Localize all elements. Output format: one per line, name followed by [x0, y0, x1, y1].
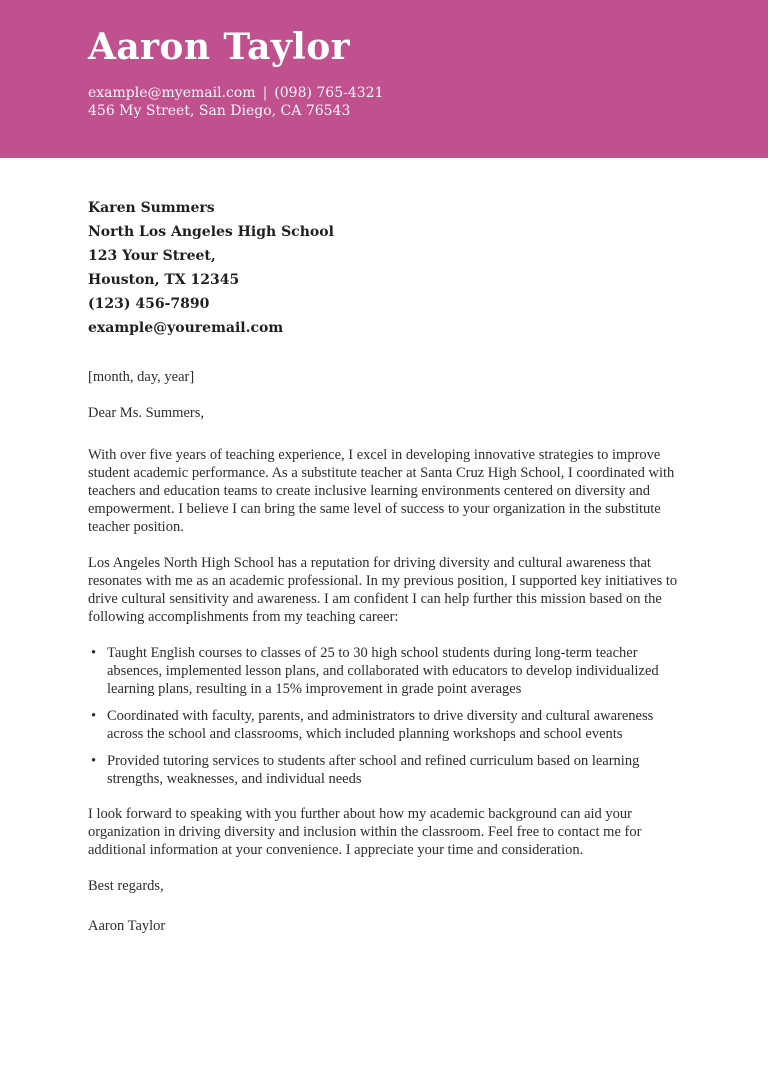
accomplishments-list	[88, 644, 680, 788]
contact-separator: |	[262, 85, 268, 101]
recipient-block	[88, 196, 680, 340]
recipient-city: Houston, TX 12345	[88, 272, 240, 288]
sender-contact	[88, 84, 680, 120]
signoff: Best regards,	[88, 878, 164, 894]
contact-line	[88, 84, 680, 102]
paragraph-mission: Los Angeles North High School has a reputation for driving diversity and cultural awareness that resonates with me as an academic professional. In my previous position, I supported key initiatives to drive cultural sensitivity and awareness. I am confident I can help further this mission based on the following accomplishments from my teaching career:	[88, 555, 678, 625]
date-placeholder: [month, day, year]	[88, 369, 195, 385]
recipient-street: 123 Your Street,	[88, 248, 216, 264]
paragraph-intro: With over five years of teaching experience, I excel in developing innovative strategies to improve student academic performance. As a substitute teacher at Santa Cruz High School, I coordinated with teachers and education teams to create inclusive learning environments centered on diversity and empowerment. I believe I can bring the same level of success to your organization in the substitute teacher position.	[88, 447, 675, 535]
sender-email: example@myemail.com	[88, 85, 256, 101]
accomplishment-item: • Taught English courses to classes of 25 to 30 high school students during long-term teacher absences, implemented lesson plans, and collaborated with educators to develop individualized learning plans, resulting in a 15% improvement in grade point averages	[88, 644, 680, 698]
recipient-name: Karen Summers	[88, 200, 215, 216]
sender-address: 456 My Street, San Diego, CA 76543	[88, 103, 351, 119]
signature-name: Aaron Taylor	[88, 918, 166, 934]
recipient-organization: North Los Angeles High School	[88, 224, 334, 240]
accomplishment-item: • Coordinated with faculty, parents, and administrators to drive diversity and cultural awareness across the school and classrooms, which included planning workshops and school events	[88, 707, 680, 743]
sender-name: Aaron Taylor	[88, 26, 350, 68]
sender-phone: (098) 765-4321	[274, 85, 384, 101]
accomplishment-item: • Provided tutoring services to students after school and refined curriculum based on learning strengths, weaknesses, and individual needs	[88, 752, 680, 788]
letter-header	[0, 0, 768, 158]
salutation: Dear Ms. Summers,	[88, 405, 204, 421]
letter-body	[0, 158, 768, 935]
recipient-phone: (123) 456-7890	[88, 296, 210, 312]
closing-paragraph: I look forward to speaking with you further about how my academic background can aid your organization in driving diversity and inclusion within the classroom. Feel free to contact me for additional information at your convenience. I appreciate your time and consideration.	[88, 806, 642, 858]
recipient-email: example@youremail.com	[88, 320, 284, 336]
